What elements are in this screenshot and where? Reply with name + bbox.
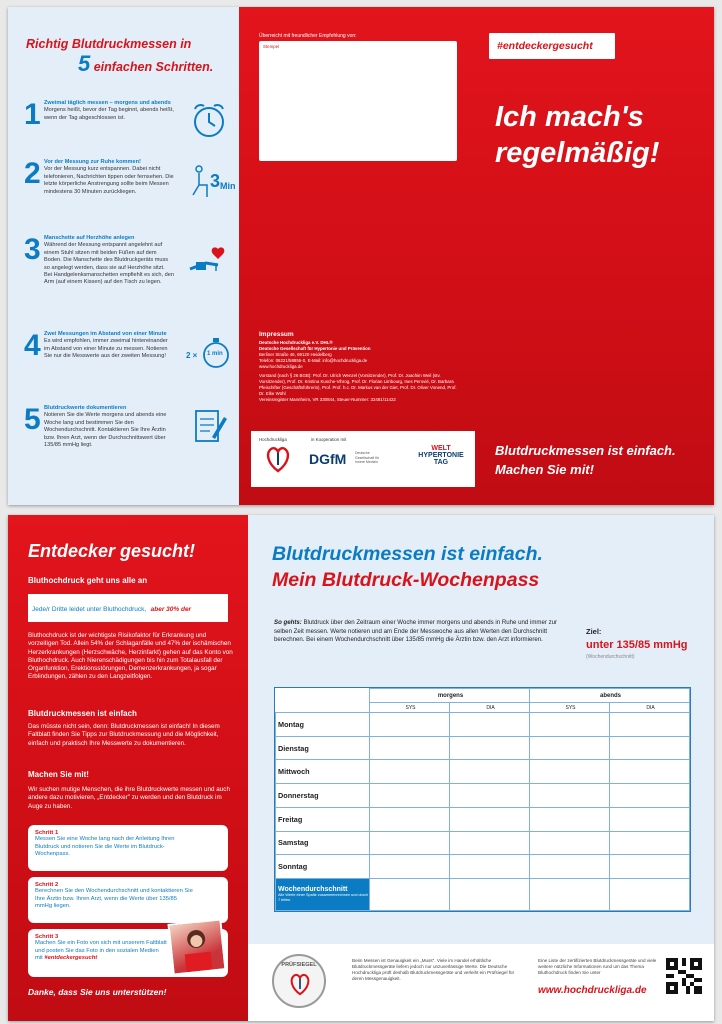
value-cell[interactable] <box>610 784 690 808</box>
step-heading: Zweimal täglich messen – morgens und abends <box>44 100 171 106</box>
day-label: Donnerstag <box>276 784 370 808</box>
value-cell[interactable] <box>530 855 610 879</box>
thanks-text: Danke, dass Sie uns unterstützen! <box>28 987 167 997</box>
step-card-1 <box>28 825 228 871</box>
step-heading: Blutdruckwerte dokumentieren <box>44 405 127 411</box>
step-card-body: Machen Sie ein Foto von sich mit unserem Faltblatt und posten Sie das Foto in den sozialen Medien mit <box>35 940 167 962</box>
icon-label-unit: Min <box>220 181 236 191</box>
step-heading: Manschette auf Herzhöhe anlegen <box>44 235 135 241</box>
headline-line2: regelmäßig! <box>495 137 660 169</box>
value-cell[interactable] <box>610 879 690 911</box>
dia-header: DIA <box>450 703 530 713</box>
logo-line3: TAG <box>433 459 449 466</box>
day-label: Montag <box>276 713 370 737</box>
pass-intro-text: Blutdruck über den Zeitraum einer Woche immer morgens und abends in Ruhe und immer zur selben Zeit messen. Werte notieren und am Ende der Messwoche aus allen Werten den Durchschnitt berechnen. Bei einem Wochendurchschnitt über 135/85 mmHg die Ärztin bzw. den Arzt informieren. <box>274 619 558 643</box>
step-card-title: Schritt 2 <box>35 882 59 888</box>
cooperation-caption: in Kooperation mit <box>311 437 347 442</box>
pass-intro-lead: So gehts: <box>274 619 302 626</box>
value-cell[interactable] <box>450 760 530 784</box>
cover-headline <box>495 99 659 171</box>
callout-emphasis: aber 30% der Betroffenen wissen nichts von ihrer Erkrankung. <box>32 606 192 631</box>
step-number: 1 <box>24 98 41 131</box>
test-seal-icon <box>272 954 326 1008</box>
easy-paragraph: Das müsste nicht sein, denn: Blutdruckmessen ist einfach! In diesem Faltblatt finden Sie Tipps zur Blutdruckmessung und die Möglichkeit, einfach und praktisch Ihre Messwerte zu dokumentieren. <box>28 723 220 747</box>
stopwatch-1-min-icon <box>188 337 230 377</box>
step-card-2 <box>28 877 228 923</box>
step-text <box>44 100 174 122</box>
table-row <box>276 784 690 808</box>
logo-strip <box>251 431 475 487</box>
pass-title <box>272 541 543 593</box>
stamp-label: Stempel <box>263 44 280 49</box>
impressum-title: Impressum <box>259 331 294 338</box>
value-cell[interactable] <box>530 736 610 760</box>
step-text <box>44 159 174 196</box>
value-cell[interactable] <box>530 760 610 784</box>
value-cell[interactable] <box>610 831 690 855</box>
pass-footer <box>248 944 714 1021</box>
step-card-hashtag: #entdeckergesucht <box>44 955 98 962</box>
section-heading-join: Machen Sie mit! <box>28 770 89 779</box>
pass-title-line1: Blutdruckmessen ist einfach. <box>272 543 543 565</box>
value-cell[interactable] <box>610 807 690 831</box>
table-row <box>276 855 690 879</box>
logo-line1: WELT <box>431 445 451 452</box>
value-cell[interactable] <box>450 831 530 855</box>
value-cell[interactable] <box>450 736 530 760</box>
value-cell[interactable] <box>370 784 450 808</box>
value-cell[interactable] <box>530 713 610 737</box>
value-cell[interactable] <box>450 879 530 911</box>
icon-label: 2 × <box>186 351 198 360</box>
intro-paragraph: Bluthochdruck ist der wichtigste Risikofaktor für Erkrankung und vorzeitigen Tod. Allein 54% der Schlaganfälle und 47% der ischämischen Herzerkrankungen (Herzschwäche, Herzinfarkt) gehen auf das Konto von Bluthochdruck. Auch Nierenschädigungen bis hin zum Totalausfall der Organfunktion, Erektionsstörungen, Demenzerkrankungen, ja sogar Erblindungen, zählen zu den Langzeitfolgen. <box>28 632 233 681</box>
day-label: Dienstag <box>276 736 370 760</box>
step-heading: Zwei Messungen im Abstand von einer Minute <box>44 331 167 337</box>
goal-label: Ziel: <box>586 627 602 636</box>
qr-code-icon[interactable] <box>666 958 702 994</box>
join-paragraph: Wir suchen mutige Menschen, die ihre Blutdruckwerte messen und auch andere dazu motivieren, „Entdecker" zu werden und den Blutdruck im Auge zu haben. <box>28 786 230 810</box>
step-card-body: Messen Sie eine Woche lang nach der Anleitung Ihren Blutdruck und notieren Sie die Werte im Blutdruck-Wochenpass. <box>35 836 175 858</box>
step-body: Es wird empfohlen, immer zweimal hintereinander im Abstand von einer Minute zu messen. Notieren Sie nur die Messwerte aus der zweiten Messung! <box>44 338 168 360</box>
step-text <box>44 331 174 361</box>
impressum-contact: Telefon: 06221/58855-0, E-Mail: info@hochdruckliga.de <box>259 358 368 363</box>
impressum-org: Deutsche Hochdruckliga e.V. DHL® <box>259 340 333 345</box>
dgim-logo: DGfM <box>309 451 347 467</box>
table-row <box>276 760 690 784</box>
value-cell[interactable] <box>610 760 690 784</box>
cover-panel <box>475 7 714 505</box>
impressum <box>259 331 457 403</box>
impressum-web: www.hochdruckliga.de <box>259 364 303 369</box>
value-cell[interactable] <box>370 879 450 911</box>
step-number: 5 <box>24 403 41 436</box>
pass-title-line2: Mein Blutdruck-Wochenpass <box>272 569 540 591</box>
value-cell[interactable] <box>450 807 530 831</box>
value-cell[interactable] <box>370 831 450 855</box>
step-text <box>44 405 174 449</box>
pass-intro <box>274 619 564 645</box>
icon-label-unit: 1 min <box>207 351 223 357</box>
goal-subtitle: (Wochendurchschnitt) <box>586 654 635 660</box>
hochdruckliga-caption: Hochdruckliga <box>259 437 287 442</box>
value-cell[interactable] <box>530 831 610 855</box>
step-body: Vor der Messung kurz entspannen. Dabei nicht telefonieren, Nachrichten tippen oder fernsehen. Die letzte körperliche Anstrengung sollte beim Messen mindestens 30 Minuten zurückliegen. <box>44 166 174 195</box>
dia-header: DIA <box>610 703 690 713</box>
table-row <box>276 831 690 855</box>
value-cell[interactable] <box>530 784 610 808</box>
fact-callout <box>28 594 228 631</box>
value-cell[interactable] <box>370 713 450 737</box>
steps-title <box>26 37 213 77</box>
step-body: Während der Messung entspannt angelehnt auf einem Stuhl sitzen mit beiden Füßen auf dem Boden. Die Manschette des Blutdruckgeräts muss so angelegt werden, dass sie auf Herzhöhe sitzt. Bei Handgelenksmanschetten empfiehlt es sich, den Arm (auf einem Kissen) auf den Tisch zu legen. <box>44 242 174 286</box>
step-number: 4 <box>24 329 41 362</box>
recipient-panel <box>239 7 475 505</box>
day-label: Sonntag <box>276 855 370 879</box>
value-cell[interactable] <box>530 807 610 831</box>
callout-text: Jede/r Dritte leidet unter Bluthochdruck, <box>32 606 147 613</box>
day-label: Mittwoch <box>276 760 370 784</box>
steps-panel <box>8 7 239 505</box>
hashtag-box <box>489 33 615 59</box>
steps-title-number: 5 <box>78 51 91 76</box>
step-card-title: Schritt 1 <box>35 830 59 836</box>
step-text <box>44 235 174 287</box>
person-photo-image <box>167 918 226 975</box>
day-label: Samstag <box>276 831 370 855</box>
icon-label: 3 <box>210 171 221 191</box>
explorer-panel <box>8 515 248 1021</box>
step-card-title: Schritt 3 <box>35 934 59 940</box>
step-heading: Vor der Messung zur Ruhe kommen! <box>44 159 141 165</box>
impressum-board: Vorstand (nach § 26 BGB): Prof. Dr. Ulrich Wenzel (Vorsitzender), Prof. Dr. Joachim Weil (stv. Vorsitzender), Prof. Dr. Kristina Kusche-Vihrog, Prof. Dr. Florian Limbourg, Ines Perovié, Dr. Barbara Pfeischifter (Geschäftsführerin), Prof. Prof. h.c. Dr. Markus van der Giet, Prof. Dr. Oliver Vonend, Prof. Dr. Elke Wühl <box>259 373 457 396</box>
step-card-3 <box>28 929 228 977</box>
cuff-heart-icon <box>188 243 230 283</box>
dgim-subtitle: Deutsche Gesellschaft für Innere Medizin <box>355 451 380 464</box>
value-cell[interactable] <box>370 855 450 879</box>
average-label: Wochendurchschnitt <box>278 886 348 893</box>
steps-title-line1: Richtig Blutdruckmessen in <box>26 37 192 51</box>
explorer-title: Entdecker gesucht! <box>28 541 196 561</box>
headline-line1: Ich mach's <box>495 101 644 133</box>
notepad-pen-icon <box>188 407 230 447</box>
table-row-average <box>276 879 690 911</box>
value-cell[interactable] <box>610 855 690 879</box>
impressum-address: Berliner Straße 46, 69120 Heidelberg <box>259 352 332 357</box>
step-number: 2 <box>24 157 41 190</box>
value-cell[interactable] <box>370 760 450 784</box>
goal-value: unter 135/85 mmHg <box>586 639 688 651</box>
blood-pressure-table <box>274 687 691 912</box>
morning-header: morgens <box>370 689 530 703</box>
section-heading-easy: Blutdruckmessen ist einfach <box>28 709 137 718</box>
impressum-register: Vereinsregister Mannheim, VR 330844, Steuer-Nummer: 32481/11422 <box>259 397 396 402</box>
slogan-line2: Machen Sie mit! <box>495 462 594 477</box>
value-cell[interactable] <box>530 879 610 911</box>
hochdruckliga-logo-icon <box>265 445 291 473</box>
average-instruction: Alle Werte einer Spalte zusammenrechnen und durch 7 teilen. <box>278 893 369 902</box>
value-cell[interactable] <box>450 713 530 737</box>
seal-text: PRÜFSIEGEL <box>281 962 317 968</box>
value-cell[interactable] <box>450 784 530 808</box>
alarm-clock-icon <box>188 100 230 140</box>
value-cell[interactable] <box>450 855 530 879</box>
value-cell[interactable] <box>610 713 690 737</box>
average-label-cell <box>276 879 370 911</box>
sys-header: SYS <box>530 703 610 713</box>
impressum-org-sub: Deutsche Gesellschaft für Hypertonie und Prävention <box>259 346 371 351</box>
value-cell[interactable] <box>370 807 450 831</box>
table-row <box>276 736 690 760</box>
steps-title-line2: einfachen Schritten. <box>93 60 214 74</box>
footer-info-text: Eine Liste der zertifizierten Blutdruckmessgeräte und viele weitere nützliche Informationen rund um das Thema Bluthochdruck finden Sie unter <box>538 958 657 975</box>
footer-seal-text: Beim Messen ist Genauigkeit ein „Muss". Viele im Handel erhältliche Blutdruckmessgeräte liefern jedoch nur unzuverlässige Werte. Die Deutsche Hochdruckliga prüft deshalb Blutdruckmessgeräte und verleiht ein Prüfsiegel für deren Messgenauigkeit. <box>352 958 515 981</box>
recipient-label: Überreicht mit freundlicher Empfehlung von: <box>259 33 357 39</box>
step-body: Notieren Sie die Werte morgens und abends eine Woche lang und bestimmen Sie den Wochendurchschnitt. Kontaktieren Sie Ihre Ärztin bzw. Ihren Arzt, wenn der Durchschnittswert über 135/85 mmHg liegt. <box>44 412 167 449</box>
day-label: Freitag <box>276 807 370 831</box>
stamp-box[interactable] <box>259 41 457 161</box>
value-cell[interactable] <box>370 736 450 760</box>
sys-header: SYS <box>370 703 450 713</box>
step-body: Morgens heißt, bevor der Tag beginnt, abends heißt, wenn der Tag abgeschlossen ist. <box>44 107 174 121</box>
step-card-body: Berechnen Sie den Wochendurchschnitt und kontaktieren Sie Ihre Ärztin bzw. Ihren Arzt, wenn die Werte über 135/85 mmHg liegen. <box>35 888 193 910</box>
explorer-subtitle: Bluthochdruck geht uns alle an <box>28 576 148 585</box>
evening-header: abends <box>530 689 690 703</box>
website-link[interactable]: www.hochdruckliga.de <box>538 985 647 996</box>
table-row <box>276 807 690 831</box>
front-panel-sheet <box>8 7 714 505</box>
welt-hypertonie-tag-logo <box>413 445 469 466</box>
seated-3-min-icon <box>188 165 236 205</box>
step-number: 3 <box>24 233 41 266</box>
hashtag: #entdeckergesucht <box>497 40 593 52</box>
inner-panel-sheet <box>8 515 714 1021</box>
table-row <box>276 713 690 737</box>
slogan-line1: Blutdruckmessen ist einfach. <box>495 443 676 458</box>
value-cell[interactable] <box>610 736 690 760</box>
logo-line2: HYPERTONIE <box>418 452 464 459</box>
cover-slogan <box>495 441 676 479</box>
